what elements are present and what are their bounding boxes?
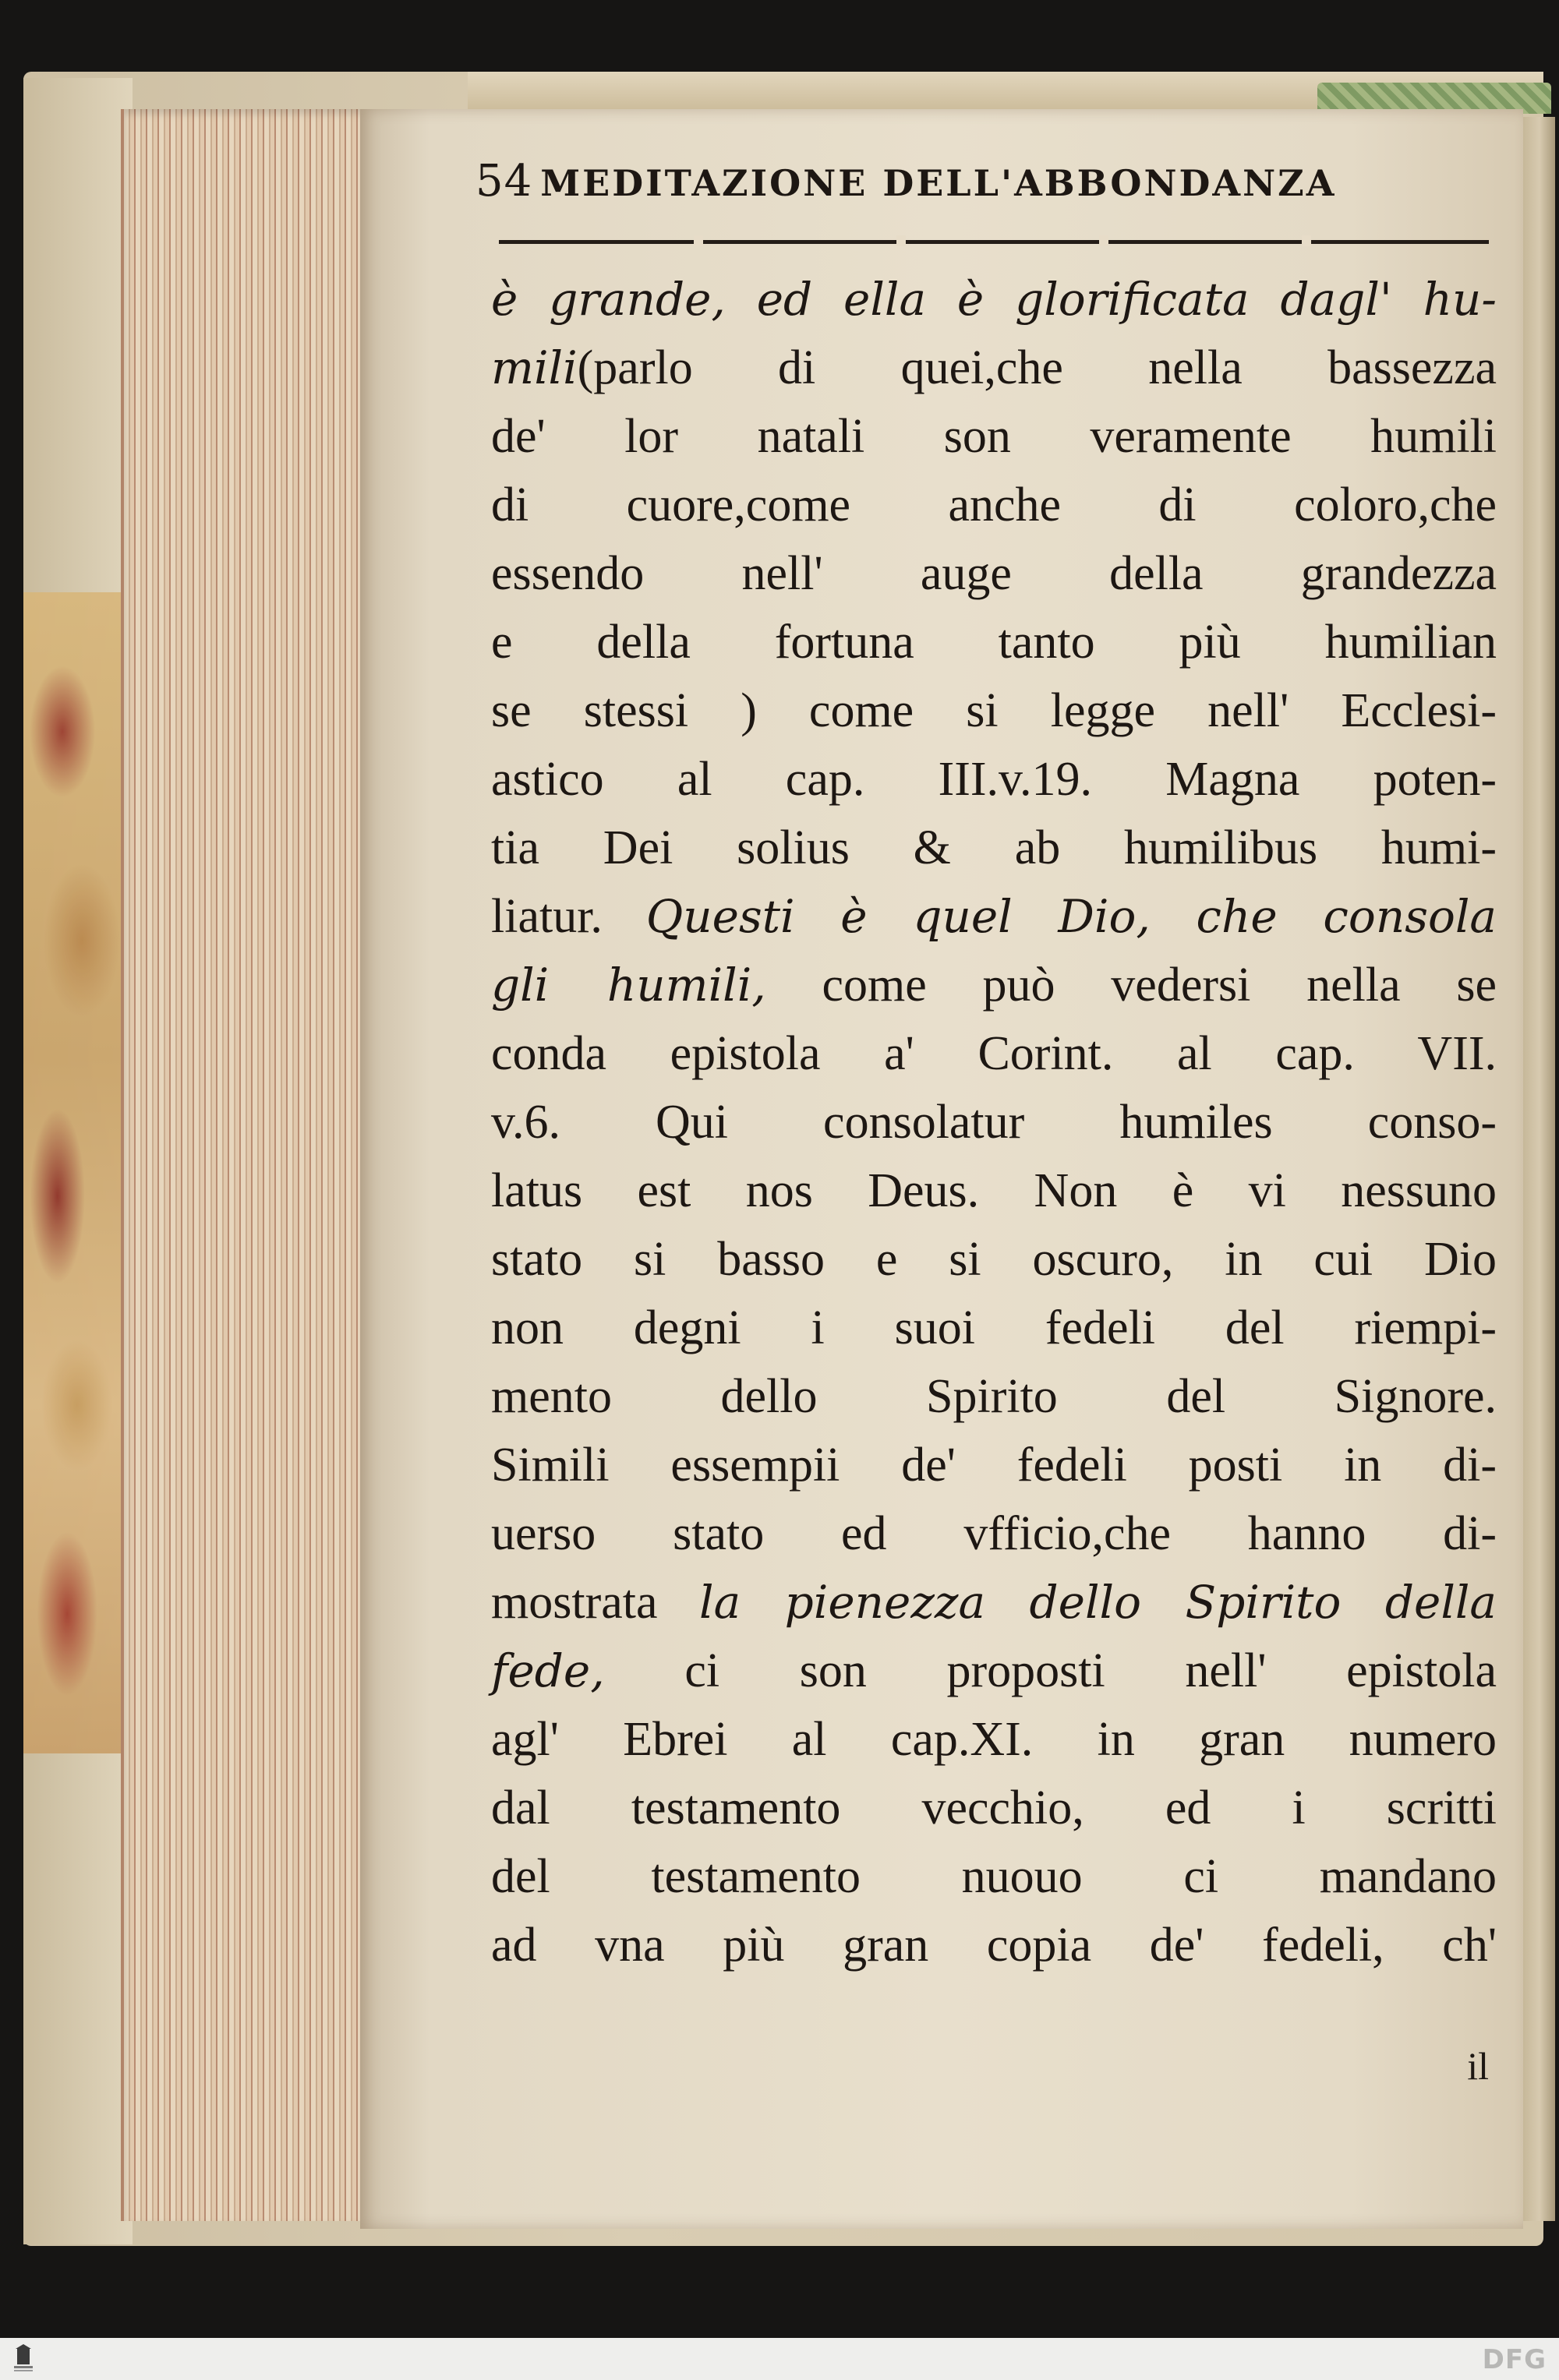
roman-text: ci son proposti nell' epistola (604, 1644, 1497, 1697)
text-line (491, 402, 1497, 471)
italic-text: mili (491, 341, 578, 394)
text-line (491, 882, 1497, 951)
rule-gap (1099, 235, 1108, 246)
roman-text: non degni i suoi fedeli del riempi- (491, 1301, 1497, 1354)
roman-text: del testamento nuouo ci mandano (491, 1850, 1497, 1903)
library-crest-icon (8, 2344, 39, 2375)
rule-gap (896, 235, 906, 246)
running-head (475, 156, 1489, 226)
italic-text: fede, (491, 1644, 605, 1697)
body-text (491, 265, 1497, 1979)
roman-text: conda epistola a' Corint. al cap. VII. (491, 1027, 1497, 1080)
roman-text: latus est nos Deus. Non è vi nessuno (491, 1164, 1497, 1217)
text-line (491, 1774, 1497, 1842)
text-line (491, 334, 1497, 402)
text-line (491, 745, 1497, 814)
roman-text: Simili essempii de' fedeli posti in di- (491, 1439, 1497, 1492)
roman-text: liatur. (491, 890, 646, 943)
italic-text: gli humili, (491, 959, 766, 1012)
italic-text: è grande, ed ella è glorificata dagl' hu- (491, 273, 1497, 326)
roman-text: v.6. Qui consolatur humiles conso- (491, 1096, 1497, 1149)
roman-text: astico al cap. III.v.19. Magna poten- (491, 753, 1497, 806)
catchword: il (1467, 2044, 1489, 2088)
roman-text: tia Dei solius & ab humilibus humi- (491, 821, 1497, 874)
text-line (491, 471, 1497, 539)
text-line (491, 1156, 1497, 1225)
text-line (491, 1225, 1497, 1294)
roman-text: se stessi ) come si legge nell' Ecclesi- (491, 684, 1497, 737)
roman-text: essendo nell' auge della grandezza (491, 547, 1497, 600)
text-line (491, 1911, 1497, 1979)
roman-text: ad vna più gran copia de' fedeli, ch' (491, 1919, 1497, 1972)
text-line (491, 1637, 1497, 1705)
text-line (491, 1019, 1497, 1088)
text-line (491, 608, 1497, 676)
text-block (475, 156, 1497, 2088)
roman-text: agl' Ebrei al cap.XI. in gran numero (491, 1713, 1497, 1766)
roman-text: mostrata (491, 1576, 700, 1629)
marbled-endpaper (23, 592, 121, 1753)
text-line (491, 1088, 1497, 1156)
text-line (491, 814, 1497, 882)
roman-text: stato si basso e si oscuro, in cui Dio (491, 1233, 1497, 1286)
text-line (491, 539, 1497, 608)
roman-text: (parlo di quei,che nella bassezza (577, 341, 1497, 394)
roman-text: e della fortuna tanto più humilian (491, 616, 1497, 669)
text-line (491, 1362, 1497, 1431)
italic-text: Questi è quel Dio, che consola (645, 890, 1497, 943)
text-line (491, 1431, 1497, 1499)
roman-text: uerso stato ed vfficio,che hanno di- (491, 1507, 1497, 1560)
running-title: MEDITAZIONE DELL'ABBONDANZA (540, 162, 1337, 204)
roman-text: de' lor natali son veramente humili (491, 410, 1497, 463)
page-stack-fore-edge (121, 109, 368, 2221)
roman-text: di cuore,come anche di coloro,che (491, 478, 1497, 531)
text-line (491, 265, 1497, 334)
page-number: 54 (475, 156, 533, 207)
roman-text: come può vedersi nella se (765, 959, 1497, 1012)
text-line (491, 1705, 1497, 1774)
rule-gap (694, 235, 703, 246)
text-line (491, 676, 1497, 745)
roman-text: dal testamento vecchio, ed i scritti (491, 1781, 1497, 1834)
rule-gap (1302, 235, 1311, 246)
italic-text: la pienezza dello Spirito della (699, 1576, 1497, 1629)
viewer-footer (0, 2338, 1559, 2380)
head-rule (499, 240, 1489, 244)
roman-text: mento dello Spirito del Signore. (491, 1370, 1497, 1423)
text-line (491, 951, 1497, 1019)
text-line (491, 1499, 1497, 1568)
dfg-logo: DFG (1482, 2344, 1547, 2375)
text-line (491, 1294, 1497, 1362)
text-line (491, 1568, 1497, 1637)
text-line (491, 1842, 1497, 1911)
